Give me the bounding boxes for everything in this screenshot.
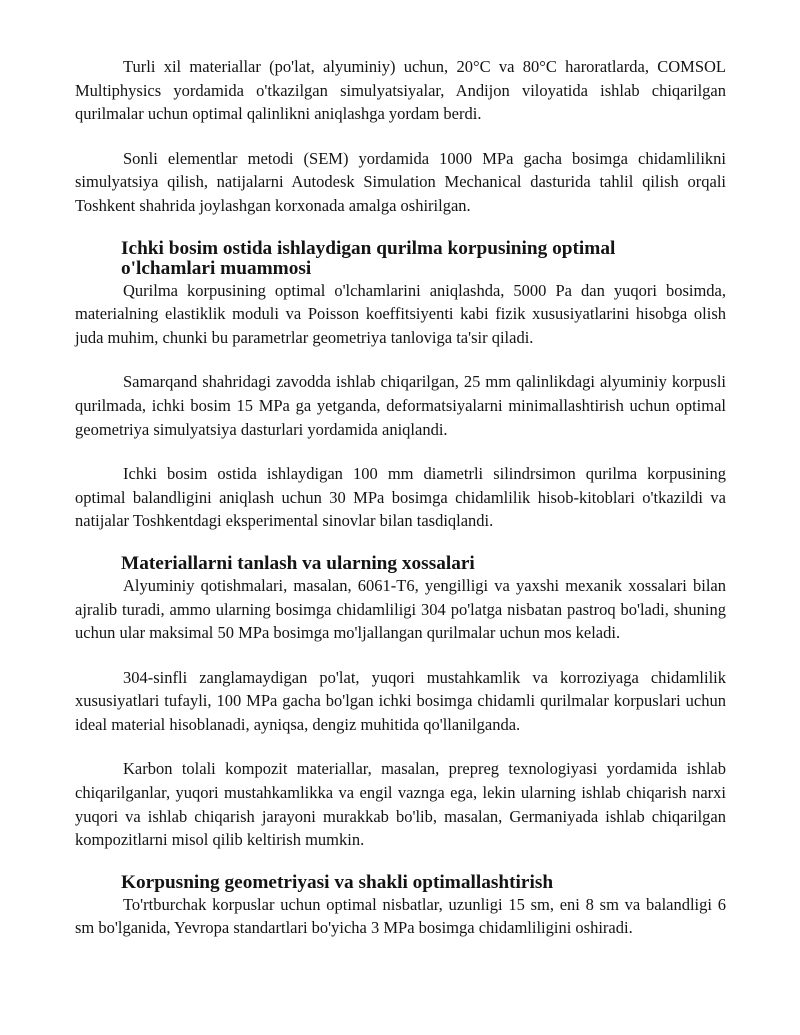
section-heading-geometry-optimization: Korpusning geometriyasi va shakli optimallashtirish xyxy=(121,871,554,893)
paragraph-samarqand-factory: Samarqand shahridagi zavodda ishlab chiqarilgan, 25 mm qalinlikdagi alyuminiy korpusli qurilmada, ichki bosim 15 MPa ga yetganda, deformatsiyalarni minimallashtirish uchun optimal geometriya simulyatsiya dasturlari yordamida aniqlandi. xyxy=(75,372,726,439)
section-heading-material-selection: Materiallarni tanlash va ularning xossalari xyxy=(121,552,475,574)
paragraph-rectangular-housing: To'rtburchak korpuslar uchun optimal nisbatlar, uzunligi 15 sm, eni 8 sm va balandligi 6 sm bo'lganida, Yevropa standartlari bo'yicha 3 MPa bosimga chidamliligini oshiradi. xyxy=(75,894,726,938)
paragraph-finite-element-method: Sonli elementlar metodi (SEM) yordamida 1000 MPa gacha bosimga chidamlilikni simulyatsiya qilish, natijalarni Autodesk Simulation Mechanical dasturida tahlil qilish orqali Toshkent shahrida joylashgan korxonada amalga oshirilgan. xyxy=(75,148,726,215)
paragraph-carbon-composites: Karbon tolali kompozit materiallar, masalan, prepreg texnologiyasi yordamida ishlab chiqarilganlar, yuqori mustahkamlikka va engil vaznga ega, lekin ularning ishlab chiqarish narxi yuqori va ishlab chiqarish jarayoni murakkab bo'lib, masalan, Germaniyada ishlab chiqarilgan kompozitlarni misol qilib keltirish mumkin. xyxy=(75,759,726,850)
paragraph-simulation-materials: Turli xil materiallar (po'lat, alyuminiy) uchun, 20°C va 80°C haroratlarda, COMSOL Multiphysics yordamida o'tkazilgan simulyatsiyalar, Andijon viloyatida ishlab chiqarilgan qurilmalar uchun optimal qalinlikni aniqlashga yordam berdi. xyxy=(75,57,726,124)
section-heading-optimal-dimensions: Ichki bosim ostida ishlaydigan qurilma korpusining optimal o'lchamlari muammosi xyxy=(121,237,616,279)
paragraph-stainless-steel: 304-sinfli zanglamaydigan po'lat, yuqori mustahkamlik va korroziyaga chidamlilik xususiyatlari tufayli, 100 MPa gacha bo'lgan ichki bosimga chidamli qurilmalar korpuslari uchun ideal material hisoblanadi, ayniqsa, dengiz muhitida qo'llanilganda. xyxy=(75,667,726,734)
document-page xyxy=(75,55,726,940)
paragraph-cylindrical-housing: Ichki bosim ostida ishlaydigan 100 mm diametrli silindrsimon qurilma korpusining optimal balandligini aniqlash uchun 30 MPa bosimga chidamlilik hisob-kitoblari o'tkazildi va natijalar Toshkentdagi eksperimental sinovlar bilan tasdiqlandi. xyxy=(75,464,726,531)
paragraph-aluminium-alloys: Alyuminiy qotishmalari, masalan, 6061-T6, yengilligi va yaxshi mexanik xossalari bilan ajralib turadi, ammo ularning bosimga chidamliligi 304 po'latga nisbatan pastroq bo'ladi, shuning uchun ular maksimal 50 MPa bosimga mo'ljallangan qurilmalar uchun mos keladi. xyxy=(75,575,726,643)
paragraph-housing-dimensions: Qurilma korpusining optimal o'lchamlarini aniqlashda, 5000 Pa dan yuqori bosimda, materialning elastiklik moduli va Poisson koeffitsiyenti kabi fizik xususiyatlarini hisobga olish juda muhim, chunki bu parametrlar geometriya tanloviga ta'sir qiladi. xyxy=(75,280,726,347)
